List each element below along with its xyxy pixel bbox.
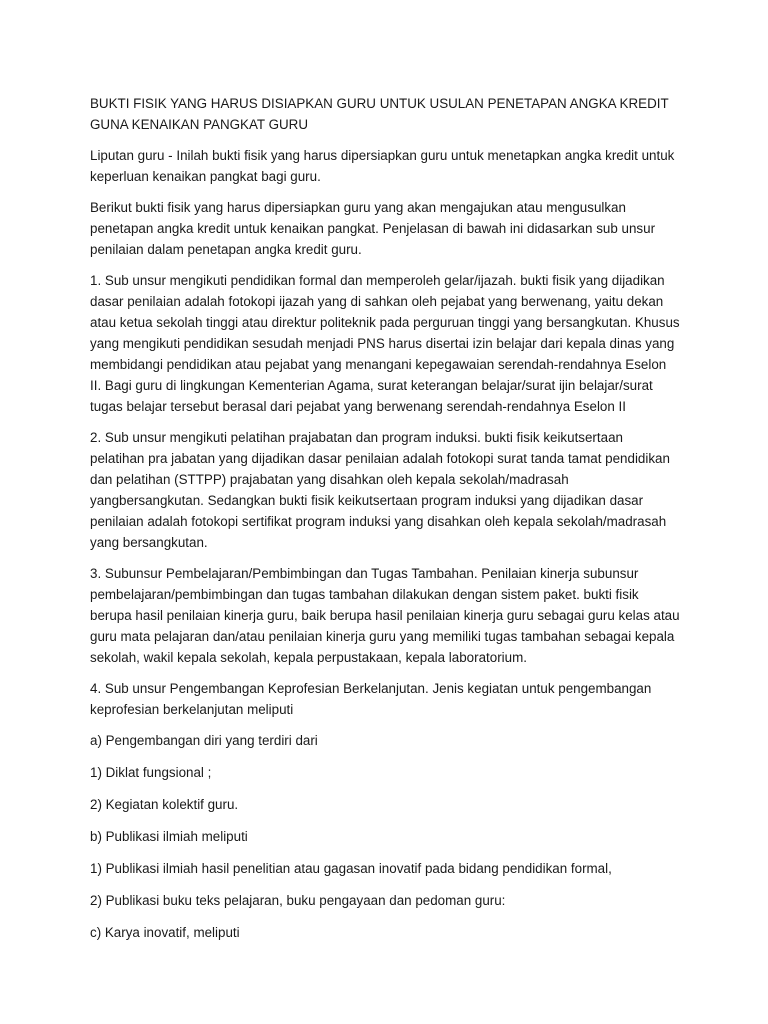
list-item: c) Karya inovatif, meliputi — [90, 925, 240, 940]
document-page — [90, 93, 680, 954]
list-item: 2) Publikasi buku teks pelajaran, buku pengayaan dan pedoman guru: — [90, 893, 506, 908]
paragraph-overview: Berikut bukti fisik yang harus dipersiapkan guru yang akan mengajukan atau mengusulkan penetapan angka kredit untuk kenaikan pangkat. Penjelasan di bawah ini didasarkan sub unsur penilaian dalam penetapan angka kredit guru. — [90, 200, 656, 257]
paragraph-point-2: 2. Sub unsur mengikuti pelatihan prajabatan dan program induksi. bukti fisik keikutsertaan pelatihan pra jabatan yang dijadikan dasar penilaian adalah fotokopi surat tanda tamat pendidikan dan pelatihan (STTPP) prajabatan yang disahkan oleh kepala sekolah/madrasah yangbersangkutan. Sedangkan bukti fisik keikutsertaan program induksi yang dijadikan dasar penilaian adalah fotokopi sertifikat program induksi yang disahkan oleh kepala sekolah/madrasah yang bersangkutan. — [90, 430, 670, 550]
paragraph-point-4: 4. Sub unsur Pengembangan Keprofesian Berkelanjutan. Jenis kegiatan untuk pengembangan keprofesian berkelanjutan meliputi — [90, 681, 652, 717]
paragraph-point-3: 3. Subunsur Pembelajaran/Pembimbingan dan Tugas Tambahan. Penilaian kinerja subunsur pembelajaran/pembimbingan dan tugas tambahan dilakukan dengan sistem paket. bukti fisik berupa hasil penilaian kinerja guru, baik berupa hasil penilaian kinerja guru sebagai guru kelas atau guru mata pelajaran dan/atau penilaian kinerja guru yang memiliki tugas tambahan sebagai kepala sekolah, wakil kepala sekolah, kepala perpustakaan, kepala laboratorium. — [90, 566, 680, 665]
document-title: BUKTI FISIK YANG HARUS DISIAPKAN GURU UNTUK USULAN PENETAPAN ANGKA KREDIT GUNA KENAIKAN PANGKAT GURU — [90, 96, 669, 132]
paragraph-point-1: 1. Sub unsur mengikuti pendidikan formal dan memperoleh gelar/ijazah. bukti fisik yang dijadikan dasar penilaian adalah fotokopi ijazah yang di sahkan oleh pejabat yang berwenang, yaitu dekan atau ketua sekolah tinggi atau direktur politeknik pada perguruan tinggi yang bersangkutan. Khusus yang mengikuti pendidikan sesudah menjadi PNS harus disertai izin belajar dari kepala dinas yang membidangi pendidikan atau pejabat yang menangani kepegawaian serendah-rendahnya Eselon II. Bagi guru di lingkungan Kementerian Agama, surat keterangan belajar/surat ijin belajar/surat tugas belajar tersebut berasal dari pejabat yang berwenang serendah-rendahnya Eselon II — [90, 273, 680, 414]
list-item: 1) Publikasi ilmiah hasil penelitian atau gagasan inovatif pada bidang pendidikan formal, — [90, 861, 612, 876]
list-item: 1) Diklat fungsional ; — [90, 765, 212, 780]
list-item: b) Publikasi ilmiah meliputi — [90, 829, 248, 844]
paragraph-intro: Liputan guru - Inilah bukti fisik yang harus dipersiapkan guru untuk menetapkan angka kredit untuk keperluan kenaikan pangkat bagi guru. — [90, 148, 675, 184]
list-item: 2) Kegiatan kolektif guru. — [90, 797, 239, 812]
list-item: a) Pengembangan diri yang terdiri dari — [90, 733, 318, 748]
